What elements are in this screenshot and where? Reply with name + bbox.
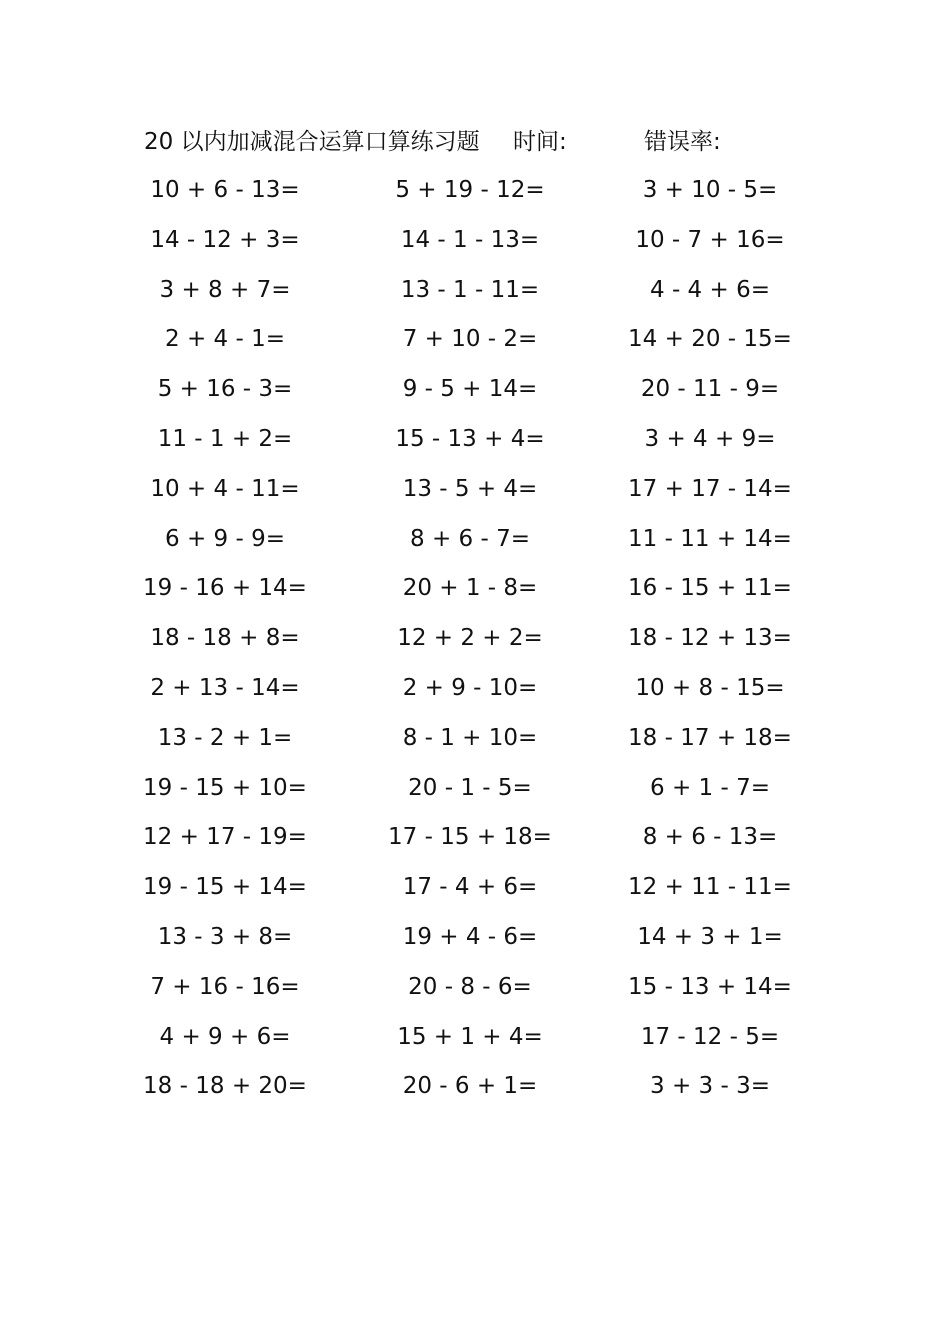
math-problem: 17 + 17 - 14=: [628, 475, 792, 502]
math-problem: 14 - 1 - 13=: [400, 226, 540, 253]
math-problem: 10 + 4 - 11=: [150, 475, 300, 502]
math-problem: 18 - 12 + 13=: [628, 625, 792, 652]
math-problem: 2 + 13 - 14=: [150, 674, 300, 701]
error-rate-label: 错误率:: [644, 129, 721, 155]
math-problem: 19 - 15 + 14=: [143, 874, 307, 901]
problem-row: [130, 465, 810, 515]
math-problem: 19 + 4 - 6=: [402, 923, 538, 950]
problem-row: [130, 913, 810, 963]
math-problem: 20 - 8 - 6=: [408, 973, 532, 1000]
problem-row: [130, 315, 810, 365]
math-problem: 15 + 1 + 4=: [397, 1023, 543, 1050]
math-problem: 4 + 9 + 6=: [159, 1023, 291, 1050]
math-problem: 9 - 5 + 14=: [402, 376, 538, 403]
math-problem: 20 - 1 - 5=: [408, 774, 532, 801]
math-problem: 17 - 4 + 6=: [402, 874, 538, 901]
math-problem: 17 - 12 - 5=: [640, 1023, 780, 1050]
math-problem: 11 - 1 + 2=: [157, 425, 293, 452]
math-problem: 13 - 2 + 1=: [157, 724, 293, 751]
problem-row: [130, 664, 810, 714]
math-problem: 7 + 16 - 16=: [150, 973, 300, 1000]
worksheet-header: [144, 124, 844, 160]
math-problem: 13 - 1 - 11=: [400, 276, 540, 303]
problem-row: [130, 714, 810, 764]
problem-row: [130, 415, 810, 465]
math-problem: 20 + 1 - 8=: [402, 575, 538, 602]
worksheet-title: 20 以内加减混合运算口算练习题: [144, 129, 480, 155]
math-problem: 18 - 17 + 18=: [628, 724, 792, 751]
problem-row: [130, 216, 810, 266]
problem-row: [130, 813, 810, 863]
math-problem: 2 + 4 - 1=: [165, 326, 285, 353]
math-problem: 3 + 8 + 7=: [159, 276, 291, 303]
math-problem: 13 - 3 + 8=: [157, 923, 293, 950]
problem-row: [130, 963, 810, 1013]
problem-row: [130, 863, 810, 913]
math-problem: 2 + 9 - 10=: [402, 674, 538, 701]
problem-row: [130, 166, 810, 216]
math-problem: 15 - 13 + 14=: [628, 973, 792, 1000]
math-problem: 17 - 15 + 18=: [388, 824, 552, 851]
problem-row: [130, 515, 810, 565]
math-problem: 12 + 11 - 11=: [628, 874, 792, 901]
problem-row: [130, 764, 810, 814]
math-problem: 14 + 3 + 1=: [637, 923, 783, 950]
math-problem: 8 + 6 - 7=: [410, 525, 530, 552]
time-label: 时间:: [513, 129, 567, 155]
math-problem: 7 + 10 - 2=: [402, 326, 538, 353]
math-problem: 6 + 1 - 7=: [650, 774, 770, 801]
math-problem: 10 + 8 - 15=: [635, 674, 785, 701]
math-problem: 5 + 16 - 3=: [157, 376, 293, 403]
problem-row: [130, 614, 810, 664]
math-problem: 8 - 1 + 10=: [402, 724, 538, 751]
problem-row: [130, 564, 810, 614]
problem-row: [130, 365, 810, 415]
math-problem: 12 + 17 - 19=: [143, 824, 307, 851]
problem-row: [130, 1062, 810, 1112]
math-problem: 18 - 18 + 20=: [143, 1073, 307, 1100]
problem-row: [130, 266, 810, 316]
math-problem: 4 - 4 + 6=: [650, 276, 770, 303]
math-problem: 20 - 11 - 9=: [640, 376, 780, 403]
math-problem: 14 - 12 + 3=: [150, 226, 300, 253]
math-problem: 6 + 9 - 9=: [165, 525, 285, 552]
math-problem: 19 - 16 + 14=: [143, 575, 307, 602]
math-problem: 12 + 2 + 2=: [397, 625, 543, 652]
math-problem: 19 - 15 + 10=: [143, 774, 307, 801]
math-problem: 20 - 6 + 1=: [402, 1073, 538, 1100]
math-problem: 18 - 18 + 8=: [150, 625, 300, 652]
math-problem: 3 + 3 - 3=: [650, 1073, 770, 1100]
math-problem: 3 + 10 - 5=: [642, 177, 778, 203]
problem-row: [130, 1013, 810, 1063]
math-problem: 14 + 20 - 15=: [628, 326, 792, 353]
math-problem: 8 + 6 - 13=: [642, 824, 778, 851]
problem-grid: [130, 166, 810, 1112]
math-problem: 16 - 15 + 11=: [628, 575, 792, 602]
math-problem: 11 - 11 + 14=: [628, 525, 792, 552]
math-problem: 15 - 13 + 4=: [395, 425, 545, 452]
math-problem: 10 + 6 - 13=: [150, 177, 300, 203]
math-problem: 5 + 19 - 12=: [395, 177, 545, 203]
math-problem: 3 + 4 + 9=: [644, 425, 776, 452]
math-problem: 10 - 7 + 16=: [635, 226, 785, 253]
math-problem: 13 - 5 + 4=: [402, 475, 538, 502]
